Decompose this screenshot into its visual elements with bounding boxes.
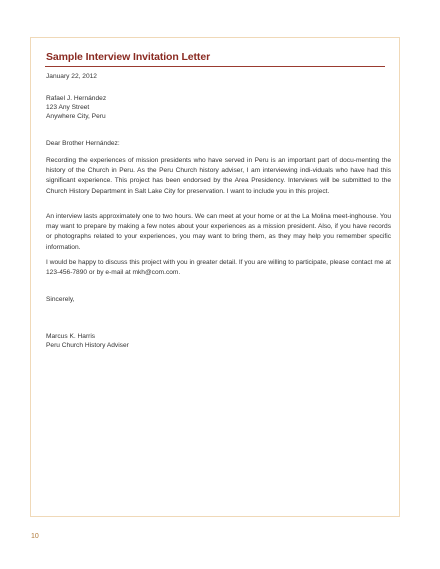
recipient-street: 123 Any Street (46, 104, 90, 111)
signer-title: Peru Church History Adviser (46, 342, 129, 349)
recipient-name: Rafael J. Hernández (46, 95, 107, 102)
page-number: 10 (31, 533, 39, 540)
paragraph-interview-details: An interview lasts approximately one to two hours. We can meet at your home or at the La Molina meet-inghouse. You may want to prepare by making a few notes about your experiences as a mission president. Also, if you have records or photographs related to your experiences, you may want to bring them, as they may help you remember specific information. (46, 213, 391, 251)
closing: Sincerely, (46, 296, 75, 303)
letter-date: January 22, 2012 (46, 73, 97, 80)
paragraph-contact: I would be happy to discuss this project with you in greater detail. If you are willing to participate, please contact me at 123-456-7890 or by e-mail at mkh@com.com. (46, 259, 391, 277)
recipient-city: Anywhere City, Peru (46, 113, 106, 120)
paragraph-intro: Recording the experiences of mission presidents who have served in Peru is an important part of docu-menting the history of the Church in Peru. As the Peru Church history adviser, I am interviewing indi-viduals who have had this significant experience. This project has been endorsed by the Area Presidency. Interviews will be submitted to the Church History Department in Salt Lake City for preservation. I want to include you in this project. (46, 157, 391, 195)
signer-name: Marcus K. Harris (46, 333, 96, 340)
letter-page (30, 37, 400, 517)
letter-title: Sample Interview Invitation Letter (46, 51, 211, 63)
title-divider (45, 66, 385, 67)
salutation: Dear Brother Hernández: (46, 140, 120, 147)
